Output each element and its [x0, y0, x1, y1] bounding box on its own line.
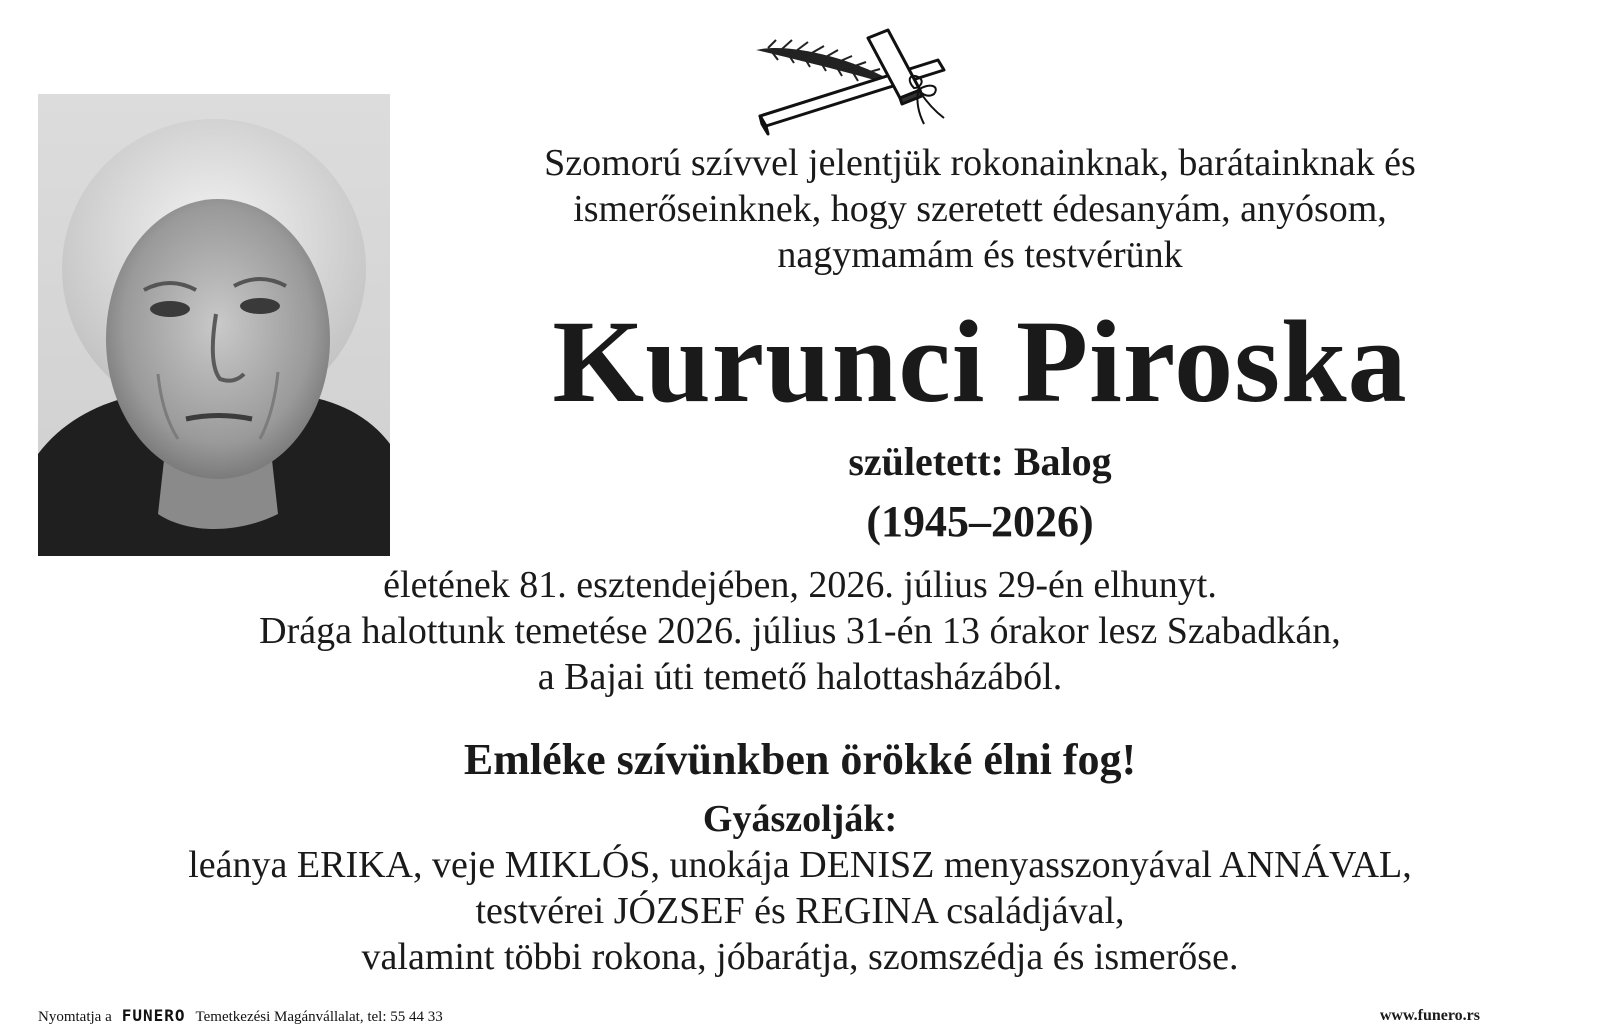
website-link[interactable]: www.funero.rs — [1379, 1007, 1480, 1024]
company-info: Temetkezési Magánvállalat, tel: 55 44 33 — [195, 1009, 443, 1025]
portrait-illustration — [38, 94, 390, 556]
maiden-name: született: Balog — [848, 439, 1112, 484]
intro-line: ismerőseinknek, hogy szeretett édesanyám, anyósom, — [573, 188, 1387, 230]
details-line: életének 81. esztendejében, 2026. július 29-én elhunyt. — [383, 564, 1217, 606]
details-line: a Bajai úti temető halottasházából. — [537, 656, 1063, 698]
intro-line: Szomorú szívvel jelentjük rokonainknak, barátainknak és — [544, 142, 1416, 184]
details-line: Drága halottunk temetése 2026. július 31-én 13 órakor lesz Szabadkán, — [259, 610, 1341, 652]
mourners-heading: Gyászolják: — [702, 798, 898, 840]
cross-with-palm-icon — [748, 20, 960, 138]
mourners-list — [0, 842, 1600, 980]
printer-credit — [38, 1006, 443, 1027]
funero-logo: FUNERO — [121, 1006, 186, 1025]
mourners-line: valamint többi rokona, jóbarátja, szomszédja és ismerőse. — [361, 936, 1239, 978]
intro-text — [430, 140, 1530, 278]
portrait-photo — [38, 94, 390, 556]
deceased-name: Kurunci Piroska — [552, 296, 1408, 427]
memorial-phrase: Emléke szívünkben örökké élni fog! — [463, 735, 1137, 784]
intro-line: nagymamám és testvérünk — [777, 234, 1183, 276]
mourners-line: leánya ERIKA, veje MIKLÓS, unokája DENISZ menyasszonyával ANNÁVAL, — [188, 844, 1412, 886]
funeral-details — [0, 562, 1600, 700]
mourners-line: testvérei JÓZSEF és REGINA családjával, — [475, 890, 1125, 932]
printer-prefix: Nyomtatja a — [38, 1009, 112, 1025]
life-years: (1945–2026) — [866, 497, 1094, 546]
